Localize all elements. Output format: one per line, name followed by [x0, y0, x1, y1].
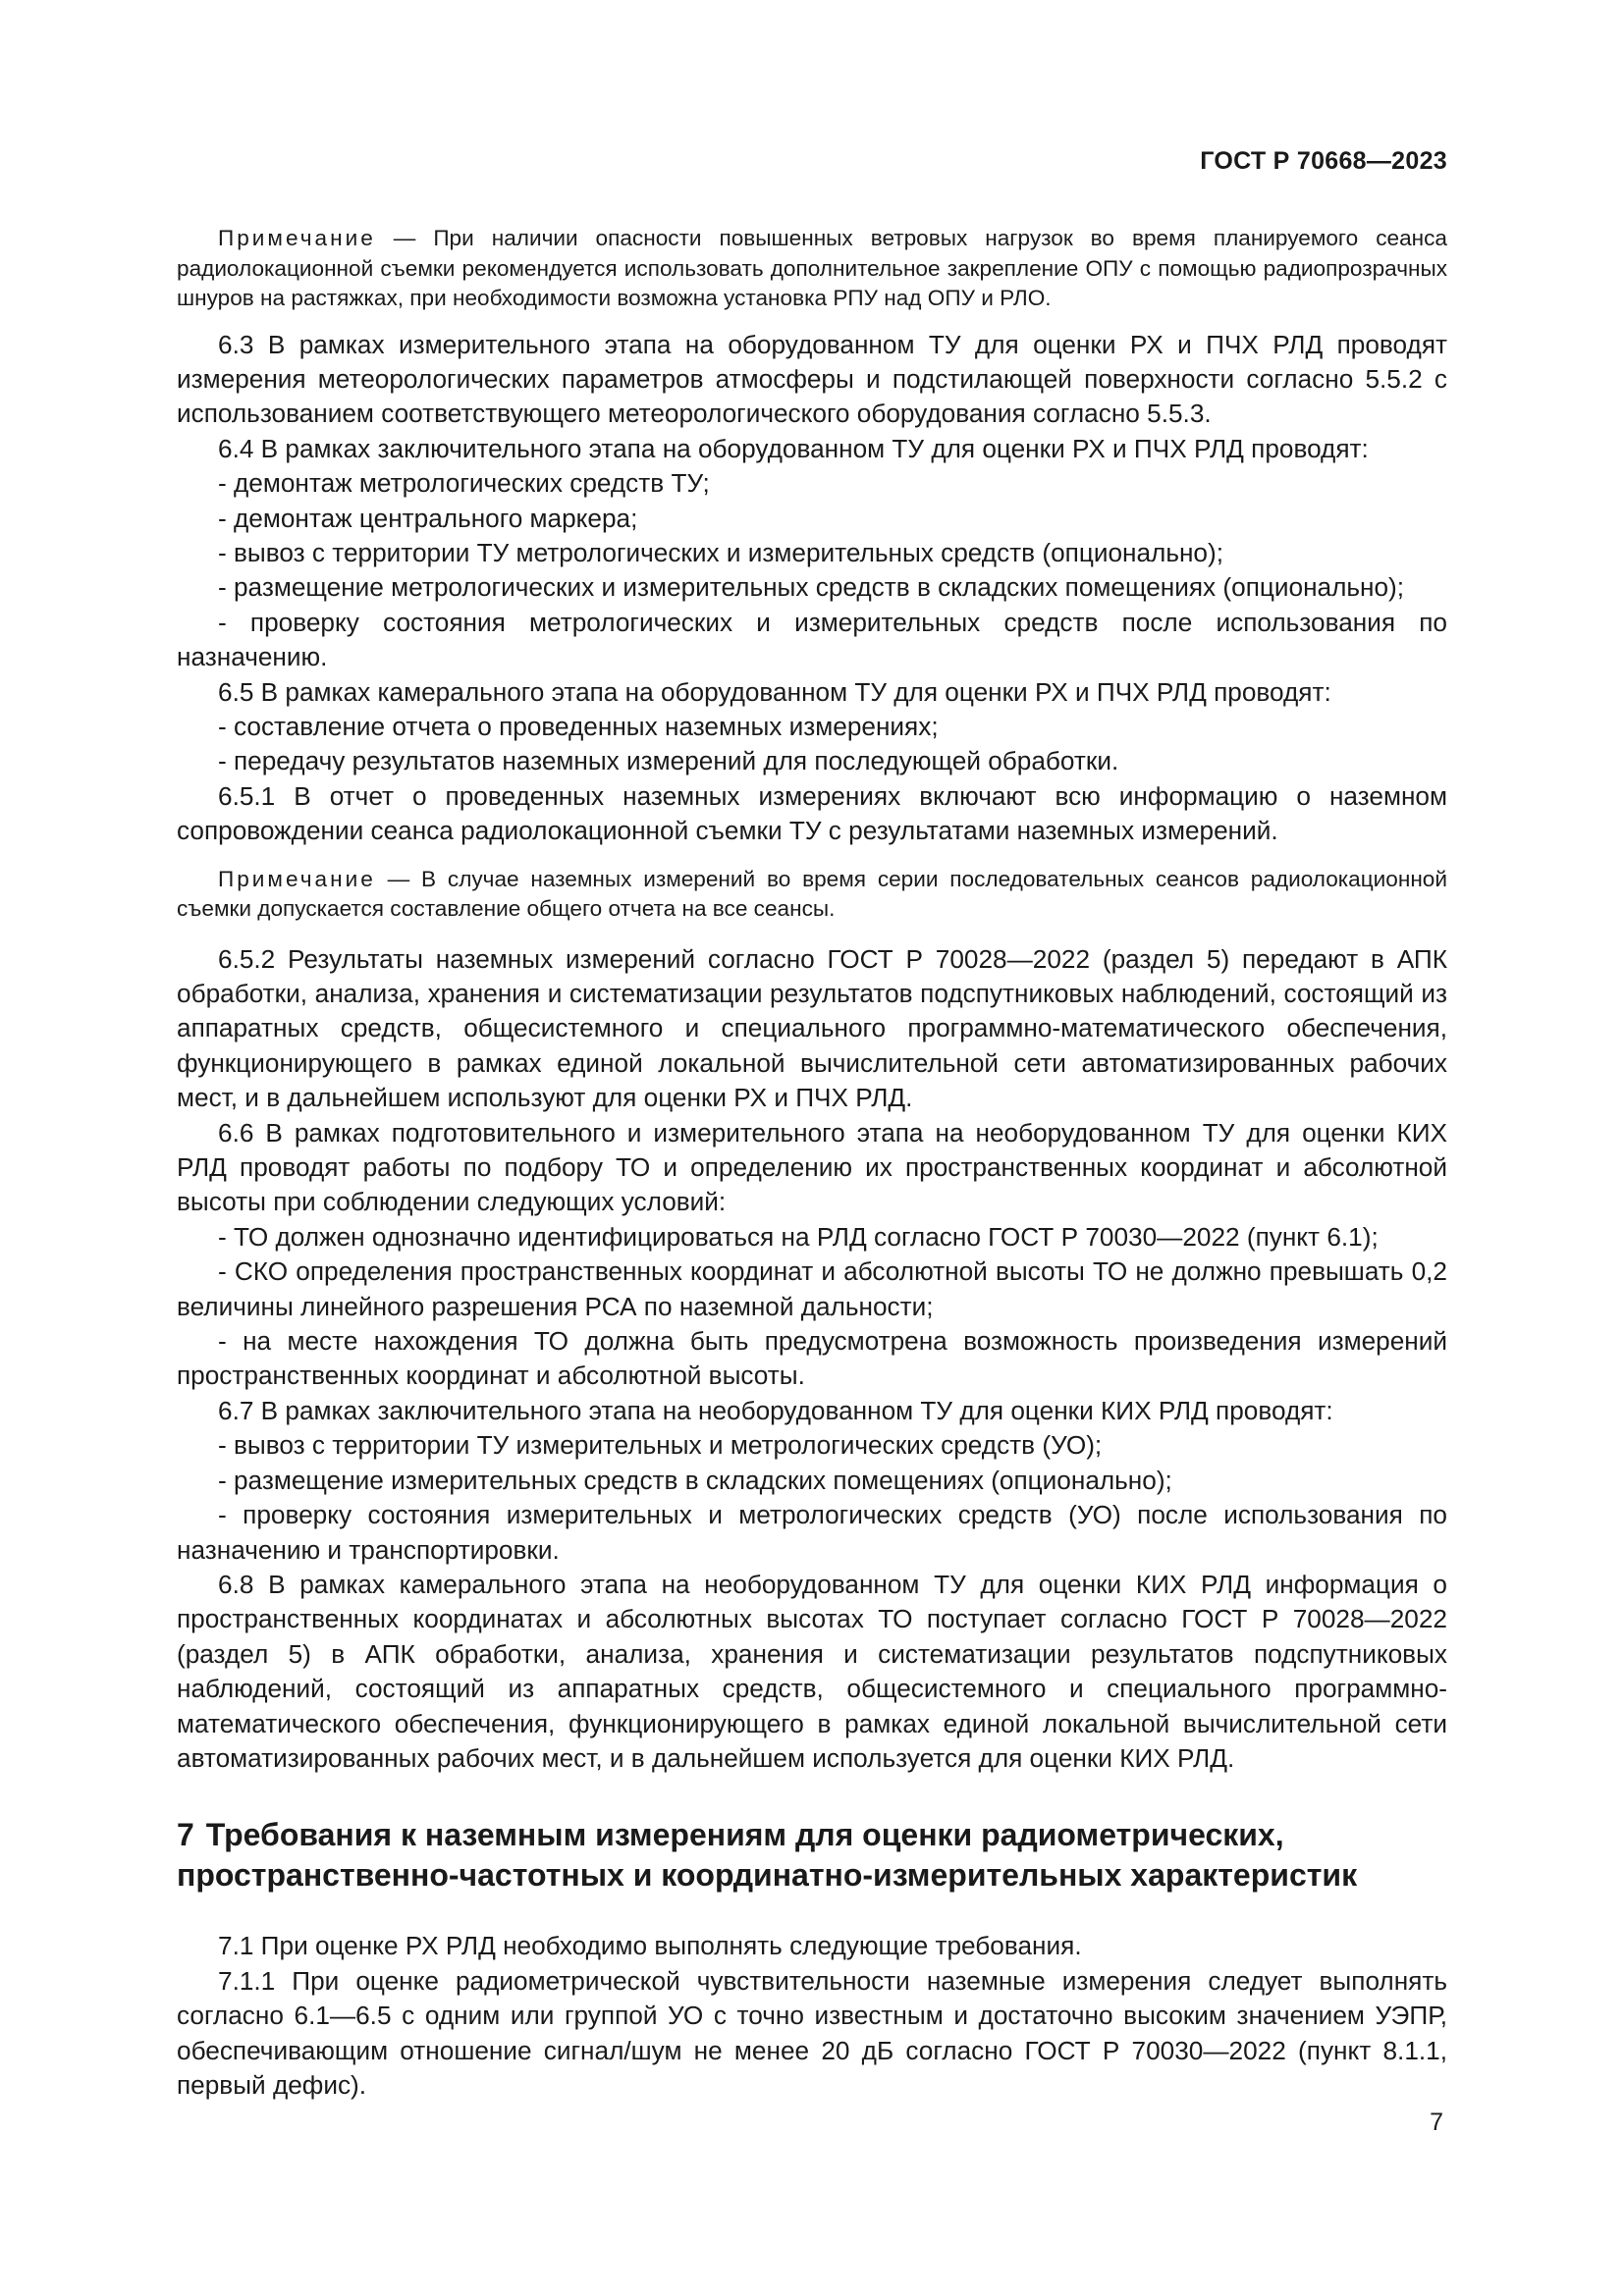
paragraph-6-8: 6.8 В рамках камерального этапа на необорудованном ТУ для оценки КИХ РЛД информация о пространственных координатах и абсолютных высотах ТО поступает согласно ГОСТ Р 70028—2022 (раздел 5) в АПК обработки, анализа, хранения и систематизации результатов подспутниковых наблюдений, состоящий из аппаратных средств, общесистемного и специального программно-математического обеспечения, функционирующего в рамках единой локальной вычислительной сети автоматизированных рабочих мест, и в дальнейшем используется для оценки КИХ РЛД.: [177, 1569, 1447, 1773]
paragraph-6-5-1: 6.5.1 В отчет о проведенных наземных измерениях включают всю информацию о наземном сопровождении сеанса радиолокационной съемки ТУ с результатами наземных измерений.: [177, 780, 1447, 846]
list-item: - демонтаж метрологических средств ТУ;: [218, 468, 710, 499]
document-code-header: ГОСТ Р 70668—2023: [1200, 147, 1447, 175]
paragraph-6-6: 6.6 В рамках подготовительного и измерительного этапа на необорудованном ТУ для оценки КИХ РЛД проводят работы по подбору ТО и определению их пространственных координат и абсолютной высоты при соблюдении следующих условий:: [177, 1117, 1447, 1217]
note-label: Примечание: [218, 226, 376, 250]
paragraph-6-7: 6.7 В рамках заключительного этапа на необорудованном ТУ для оценки КИХ РЛД проводят:: [218, 1395, 1333, 1425]
note-text: — При наличии опасности повышенных ветровых нагрузок во время планируемого сеанса радиолокационной съемки рекомендуется использовать дополнительное закрепление ОПУ с помощью радиопрозрачных шнуров на растяжках, при необходимости возможна установка РПУ над ОПУ и РЛО.: [177, 226, 1447, 310]
list-item: - проверку состояния измерительных и метрологических средств (УО) после использования по назначению и транспортировки.: [177, 1500, 1447, 1565]
list-item: - проверку состояния метрологических и измерительных средств после использования по назначению.: [177, 607, 1447, 672]
list-item: - составление отчета о проведенных наземных измерениях;: [218, 711, 939, 741]
list-item: - размещение метрологических и измерительных средств в складских помещениях (опционально);: [218, 572, 1405, 603]
list-item: - на месте нахождения ТО должна быть предусмотрена возможность произведения измерений пространственных координат и абсолютной высоты.: [177, 1326, 1447, 1391]
paragraph-6-3: 6.3 В рамках измерительного этапа на оборудованном ТУ для оценки РХ и ПЧХ РЛД проводят измерения метеорологических параметров атмосферы и подстилающей поверхности согласно 5.5.2 с использованием соответствующего метеорологического оборудования согласно 5.5.3.: [177, 329, 1447, 429]
page-number: 7: [1430, 2109, 1443, 2136]
note-paragraph: [177, 865, 1447, 925]
list-item: - размещение измерительных средств в складских помещениях (опционально);: [218, 1465, 1172, 1495]
section-heading: [177, 1815, 1447, 1896]
list-item: - вывоз с территории ТУ измерительных и метрологических средств (УО);: [218, 1430, 1103, 1461]
list-item: - СКО определения пространственных координат и абсолютной высоты ТО не должно превышать 0,2 величины линейного разрешения РСА по наземной дальности;: [177, 1256, 1447, 1321]
list-item: - передачу результатов наземных измерений для последующей обработки.: [218, 746, 1119, 776]
list-item: - демонтаж центрального маркера;: [218, 503, 638, 533]
section-title: Требования к наземным измерениям для оценки радиометрических, пространственно-частотных и координатно-измерительных характеристик: [177, 1817, 1358, 1894]
note-text: — В случае наземных измерений во время серии последовательных сеансов радиолокационной съемки допускается составление общего отчета на все сеансы.: [177, 866, 1447, 922]
section-number: 7: [177, 1817, 194, 1853]
paragraph-6-4: 6.4 В рамках заключительного этапа на оборудованном ТУ для оценки РХ и ПЧХ РЛД проводят:: [218, 433, 1369, 463]
note-label: Примечание: [218, 866, 376, 891]
paragraph-7-1-1: 7.1.1 При оценке радиометрической чувствительности наземные измерения следует выполнять согласно 6.1—6.5 с одним или группой УО с точно известным и достаточно высоким значением УЭПР, обеспечивающим отношение сигнал/шум не менее 20 дБ согласно ГОСТ Р 70030—2022 (пункт 8.1.1, первый дефис).: [177, 1965, 1447, 2100]
paragraph-6-5: 6.5 В рамках камерального этапа на оборудованном ТУ для оценки РХ и ПЧХ РЛД проводят:: [218, 676, 1331, 707]
note-paragraph: [177, 224, 1447, 314]
paragraph-6-5-2: 6.5.2 Результаты наземных измерений согласно ГОСТ Р 70028—2022 (раздел 5) передают в АПК обработки, анализа, хранения и систематизации результатов подспутниковых наблюдений, состоящий из аппаратных средств, общесистемного и специального программно-математического обеспечения, функционирующего в рамках единой локальной вычислительной сети автоматизированных рабочих мест, и в дальнейшем используют для оценки РХ и ПЧХ РЛД.: [177, 943, 1447, 1113]
list-item: - ТО должен однозначно идентифицироваться на РЛД согласно ГОСТ Р 70030—2022 (пункт 6.1);: [218, 1221, 1379, 1252]
paragraph-7-1: 7.1 При оценке РХ РЛД необходимо выполнять следующие требования.: [218, 1931, 1082, 1961]
list-item: - вывоз с территории ТУ метрологических и измерительных средств (опционально);: [218, 537, 1223, 567]
document-body: [177, 224, 1447, 2103]
